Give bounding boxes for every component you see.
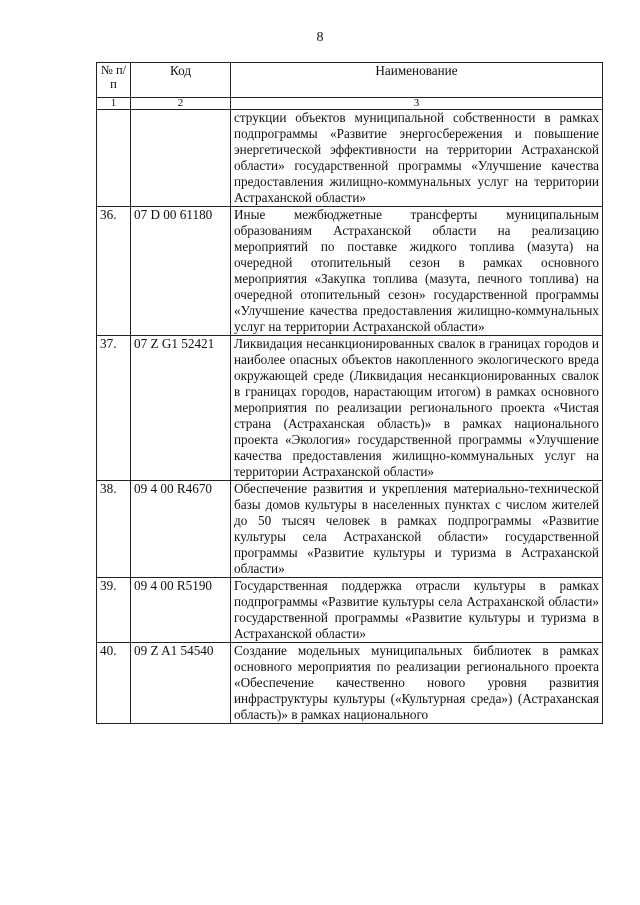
column-header-name: Наименование — [231, 63, 603, 98]
row-cell-name: Обеспечение развития и укрепления материально-технической базы домов культуры в населенных пунктах с числом жителей до 50 тысяч человек в рамках подпрограммы «Развитие культуры села Астраханской области» государственной программы «Развитие культуры и туризма в Астраханской области» — [231, 481, 603, 578]
row-cell-code: 09 Z A1 54540 — [131, 643, 231, 724]
row-cell-num: 37. — [97, 336, 131, 481]
row-cell-code: 09 4 00 R4670 — [131, 481, 231, 578]
row-cell-name: Государственная поддержка отрасли культуры в рамках подпрограммы «Развитие культуры села Астраханской области» государственной программы «Развитие культуры и туризма в Астраханской области» — [231, 578, 603, 643]
row-cell-num: 38. — [97, 481, 131, 578]
column-index-code: 2 — [131, 98, 231, 110]
table-row — [97, 336, 603, 481]
row-cell-code: 07 D 00 61180 — [131, 207, 231, 336]
row-cell-num: 40. — [97, 643, 131, 724]
row-cell-code: 07 Z G1 52421 — [131, 336, 231, 481]
row-cell-name: Создание модельных муниципальных библиотек в рамках основного мероприятия по реализации регионального проекта «Обеспечение качественно нового уровня развития инфраструктуры культуры («Культурная среда») (Астраханская область)» в рамках национального — [231, 643, 603, 724]
row-cell-name: Ликвидация несанкционированных свалок в границах городов и наиболее опасных объектов накопленного экологического вреда окружающей среде (Ликвидация несанкционированных свалок в границах городов, нарастающим итогом) в рамках основного мероприятия по реализации регионального проекта «Чистая страна (Астраханская область)» в рамках национального проекта «Экология» государственной программы «Улучшение качества предоставления жилищно-коммунальных услуг на территории Астраханской области» — [231, 336, 603, 481]
row-cell-code: 09 4 00 R5190 — [131, 578, 231, 643]
row-cell-code — [131, 110, 231, 207]
column-header-code: Код — [131, 63, 231, 98]
table-row — [97, 207, 603, 336]
table-row — [97, 110, 603, 207]
row-cell-num: 36. — [97, 207, 131, 336]
table-header-row — [97, 63, 603, 98]
table-row — [97, 578, 603, 643]
row-cell-name: струкции объектов муниципальной собственности в рамках подпрограммы «Развитие энергосбережения и повышение энергетической эффективности на территории Астраханской области» государственной программы «Улучшение качества предоставления жилищно-коммунальных услуг на территории Астраханской области» — [231, 110, 603, 207]
table-row — [97, 643, 603, 724]
column-index-num: 1 — [97, 98, 131, 110]
budget-code-table — [96, 62, 603, 724]
row-cell-num: 39. — [97, 578, 131, 643]
page-number: 8 — [316, 30, 324, 45]
row-cell-num — [97, 110, 131, 207]
column-index-row — [97, 98, 603, 110]
table-row — [97, 481, 603, 578]
row-cell-name: Иные межбюджетные трансферты муниципальным образованиям Астраханской области на реализацию мероприятий по поставке жидкого топлива (мазута) на очередной отопительный сезон в рамках основного мероприятия «Закупка топлива (мазута, печного топлива) на очередной отопительный сезон» государственной программы «Улучшение качества предоставления жилищно-коммунальных услуг на территории Астраханской области» — [231, 207, 603, 336]
column-header-num: № п/п — [97, 63, 131, 98]
column-index-name: 3 — [231, 98, 603, 110]
